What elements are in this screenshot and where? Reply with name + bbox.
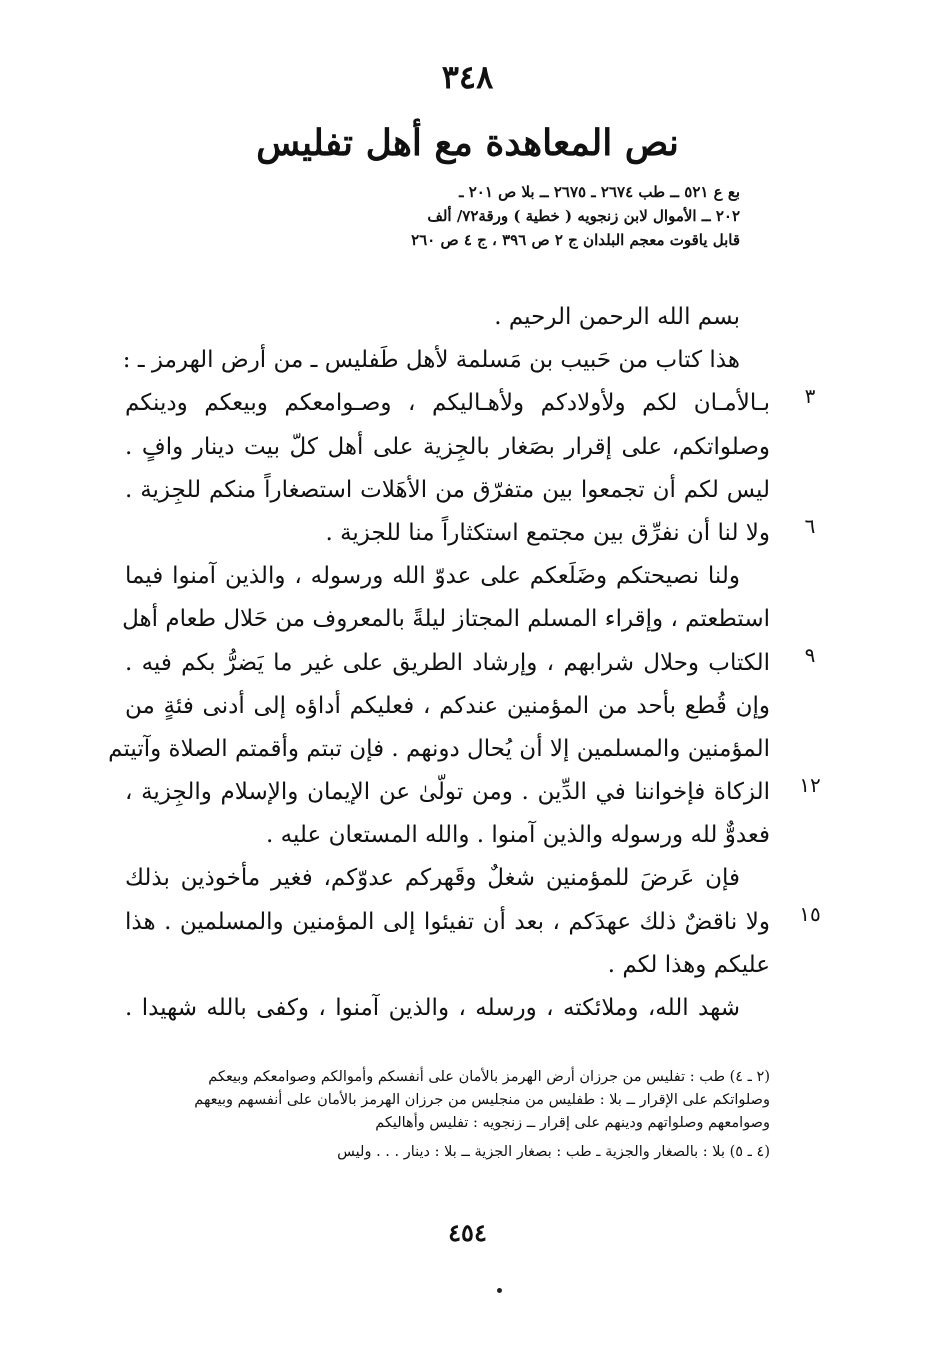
text-line: ليس لكم أن تجمعوا بين متفرّق من الأهَلات استصغاراً منكم للجِزية .	[125, 476, 770, 503]
text-line: ولا لنا أن نفرِّق بين مجتمع استكثاراً منا للجزية .	[325, 519, 770, 546]
text-line: الزكاة فإخواننا في الدِّين . ومن تولّىٰ عن الإيمان والإسلام والجِزية ،	[125, 779, 770, 806]
text-line: الكتاب وحلال شرابهم ، وإرشاد الطريق على غير ما يَضرُّ بكم فيه .	[125, 649, 770, 676]
line-number: ١٢	[799, 773, 821, 797]
ink-dot	[497, 1288, 502, 1293]
document-title: نص المعاهدة مع أهل تفليس	[256, 122, 679, 164]
footnote-line: وصوامعهم وصلواتهم ودينهم على إقرار ــ زنجويه : تفليس وأهاليكم	[375, 1115, 770, 1131]
treaty-text	[108, 296, 770, 1030]
text-line: وصلواتكم، على إقرار بصَغار بالجِزية على أهل كلّ بيت دينار وافٍ .	[125, 433, 770, 460]
source-line: بع ع ٥٢١ ــ طب ٢٦٧٤ ـ ٢٦٧٥ ــ بلا ص ٢٠١ ـ	[459, 183, 740, 201]
text-line: هذا كتاب من حَبيب بن مَسلمة لأهل طَفليس ـ من أرض الهرمز ـ :	[122, 347, 740, 374]
text-line: استطعتم ، وإقراء المسلم المجتاز ليلةً بالمعروف من حَلال طعام أهل	[122, 606, 770, 633]
footnote-line: (٢ ـ ٤) طب : تفليس من جرزان أرض الهرمز بالأمان على أنفسكم وأموالكم وصوامعكم وبيعكم	[208, 1069, 770, 1085]
text-line: ولا ناقضٌ ذلك عهدَكم ، بعد أن تفيئوا إلى المؤمنين والمسلمين . هذا	[125, 908, 770, 935]
text-line: بـالأمـان لكم ولأولادكم ولأهـاليكم ، وصـوامعكم وبيعكم ودينكم	[125, 390, 770, 417]
text-line: فإن عَرضَ للمؤمنين شغلٌ وقَهركم عدوّكم، فغير مأخوذين بذلك	[125, 865, 740, 892]
source-line: قابل ياقوت معجم البلدان ج ٢ ص ٣٩٦ ، ج ٤ ص ٢٦٠	[411, 231, 740, 249]
line-number: ٩	[804, 643, 816, 667]
line-number: ٦	[804, 514, 816, 538]
source-line: ٢٠٢ ــ الأموال لابن زنجويه ( خطية ) ورقة٧٢/ ألف	[427, 207, 740, 225]
text-line: فعدوٌّ لله ورسوله والذين آمنوا . والله المستعان عليه .	[266, 822, 770, 849]
text-line: شهد الله، وملائكته ، ورسله ، والذين آمنوا ، وكفى بالله شهيدا .	[125, 995, 740, 1021]
page-number: ٤٥٤	[448, 1218, 487, 1247]
text-line: عليكم وهذا لكم .	[607, 951, 770, 978]
document-number: ٣٤٨	[441, 58, 494, 96]
text-line: ولنا نصيحتكم وضَلَعكم على عدوّ الله ورسوله ، والذين آمنوا فيما	[125, 563, 740, 590]
text-line: بسم الله الرحمن الرحيم .	[494, 304, 740, 330]
source-references	[270, 180, 740, 252]
line-number: ٣	[804, 384, 816, 408]
footnote-line: (٤ ـ ٥) بلا : بالصغار والجزية ـ طب : بصغار الجزية ــ بلا : دينار . . . وليس	[337, 1144, 770, 1160]
footnote-line: وصلواتكم على الإقرار ــ بلا : طفليس من منجليس من جرزان الهرمز بالأمان على أنفسهم وبيعهم	[194, 1092, 770, 1108]
text-line: المؤمنين والمسلمين إلا أن يُحال دونهم . فإن تبتم وأقمتم الصلاة وآتيتم	[108, 735, 770, 762]
footnotes	[125, 1066, 770, 1164]
line-number: ١٥	[799, 902, 821, 926]
text-line: وإن قُطع بأحد من المؤمنين عندكم ، فعليكم أداؤه إلى أدنى فئةٍ من	[125, 692, 770, 719]
